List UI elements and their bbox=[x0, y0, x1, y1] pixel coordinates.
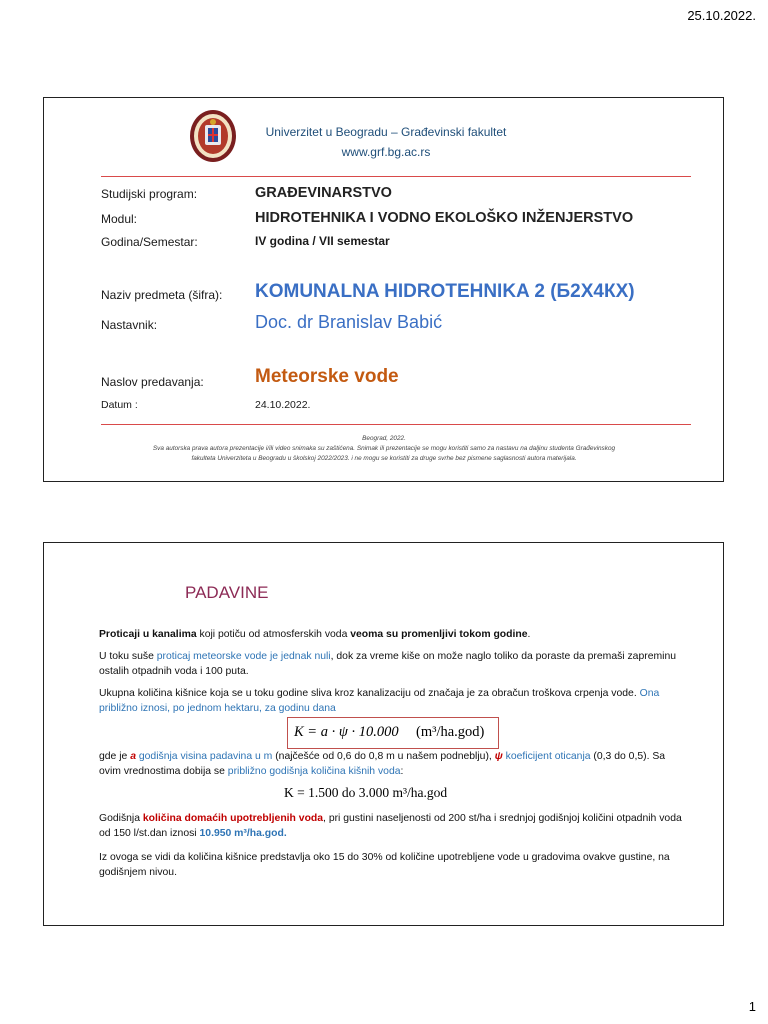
content-slide bbox=[43, 542, 724, 926]
date-label: Datum : bbox=[101, 399, 138, 411]
title-slide bbox=[43, 97, 724, 482]
formula-box bbox=[287, 717, 499, 749]
university-header bbox=[256, 122, 516, 162]
highlight-text: 10.950 m³/ha.god. bbox=[199, 828, 287, 839]
text-span: , dok za vreme kiše on može naglo toliko da poraste da premaši zapreminu ostalih otpadnih voda i 100 puta. bbox=[99, 651, 677, 677]
slide-title: PADAVINE bbox=[185, 583, 269, 602]
footer-copyright-line: fakulteta Univerziteta u Beogradu u školskoj 2022/2023. i ne mogu se koristiti za druge svrhe bez pismene saglasnosti autora materijala. bbox=[191, 455, 577, 462]
lecture-value: Meteorske vode bbox=[255, 366, 399, 387]
footer-place-year: Beograd, 2022. bbox=[362, 435, 406, 442]
highlight-text: približno godišnja količina kišnih voda bbox=[227, 766, 401, 777]
text-span: , pri gustini naseljenosti od 200 st/ha i srednjoj godišnjoj količini otpadnih voda od 150 l/st.dan iznosi bbox=[99, 813, 682, 839]
text-span: gde je bbox=[99, 751, 131, 762]
formula-unit: (m³/ha.god) bbox=[416, 724, 485, 740]
highlight-text: koeficijent oticanja bbox=[502, 751, 591, 762]
text-span: veoma su promenljivi tokom godine bbox=[350, 629, 528, 640]
text-span: koji potiču od atmosferskih voda bbox=[196, 629, 351, 640]
paragraph-domestic bbox=[99, 811, 684, 841]
formula-range: K = 1.500 do 3.000 m³/ha.god bbox=[284, 785, 448, 800]
copyright-footer bbox=[84, 434, 684, 464]
symbol-a: a bbox=[130, 751, 136, 762]
date-value: 24.10.2022. bbox=[255, 399, 311, 411]
teacher-value: Doc. dr Branislav Babić bbox=[255, 312, 443, 332]
header-divider bbox=[101, 176, 691, 177]
page-date: 25.10.2022. bbox=[687, 8, 756, 23]
highlight-text: godišnja visina padavina u m bbox=[135, 751, 273, 762]
subject-value: KOMUNALNA HIDROTEHNIKA 2 (Б2Х4КХ) bbox=[255, 281, 635, 302]
module-label: Modul: bbox=[101, 212, 138, 226]
year-label: Godina/Semestar: bbox=[101, 235, 198, 249]
text-span: Proticaji u kanalima bbox=[99, 629, 197, 640]
text-span: . bbox=[527, 629, 531, 640]
highlight-text: Ona približno iznosi, po jednom hektaru, za godinu dana bbox=[99, 688, 660, 714]
footer-divider bbox=[101, 424, 691, 425]
university-crest-icon bbox=[188, 108, 238, 164]
text-span: U toku suše bbox=[99, 651, 157, 662]
paragraph-rainwater bbox=[99, 686, 684, 716]
text-span: Ukupna količina kišnice koja se u toku godine sliva kroz kanalizaciju od značaja je za obračun troškova crpenja vode. bbox=[99, 688, 640, 699]
paragraph-flows bbox=[99, 627, 684, 642]
program-value: GRAĐEVINARSTVO bbox=[255, 185, 392, 201]
university-website[interactable]: www.grf.bg.ac.rs bbox=[341, 145, 431, 159]
highlight-text: količina domaćih upotrebljenih voda bbox=[142, 813, 324, 824]
text-span: Godišnja bbox=[99, 813, 143, 824]
text-span: (0,3 do 0,5). Sa ovim vrednostima dobija se bbox=[99, 751, 666, 777]
text-span: : bbox=[400, 766, 404, 777]
lecture-label: Naslov predavanja: bbox=[101, 375, 204, 389]
symbol-psi: ψ bbox=[494, 751, 503, 762]
footer-copyright-line: Sva autorska prava autora prezentacije i/ili video snimaka su zaštićena. Snimak ili prezentacije se mogu koristiti samo za nastavu na daljinu studenta Građevinskog bbox=[152, 445, 616, 452]
paragraph-drought bbox=[99, 649, 684, 679]
university-name: Univerzitet u Beogradu – Građevinski fakultet bbox=[265, 125, 507, 139]
module-value: HIDROTEHNIKA I VODNO EKOLOŠKO INŽENJERSTVO bbox=[255, 210, 634, 226]
highlight-text: proticaj meteorske vode je jednak nuli bbox=[156, 651, 331, 662]
page-number: 1 bbox=[748, 999, 756, 1014]
text-span: (najčešće od 0,6 do 0,8 m u našem podneblju), bbox=[272, 751, 495, 762]
paragraph-conclusion: Iz ovoga se vidi da količina kišnice predstavlja oko 15 do 30% od količine upotrebljene vode u gradovima ovakve gustine, na godišnjem nivou. bbox=[99, 852, 670, 878]
paragraph-definitions bbox=[99, 749, 684, 779]
teacher-label: Nastavnik: bbox=[101, 318, 158, 332]
subject-label: Naziv predmeta (šifra): bbox=[101, 288, 223, 302]
year-value: IV godina / VII semestar bbox=[255, 234, 390, 248]
formula-expression: K = a · ψ · 10.000 bbox=[294, 724, 399, 740]
program-label: Studijski program: bbox=[101, 187, 198, 201]
